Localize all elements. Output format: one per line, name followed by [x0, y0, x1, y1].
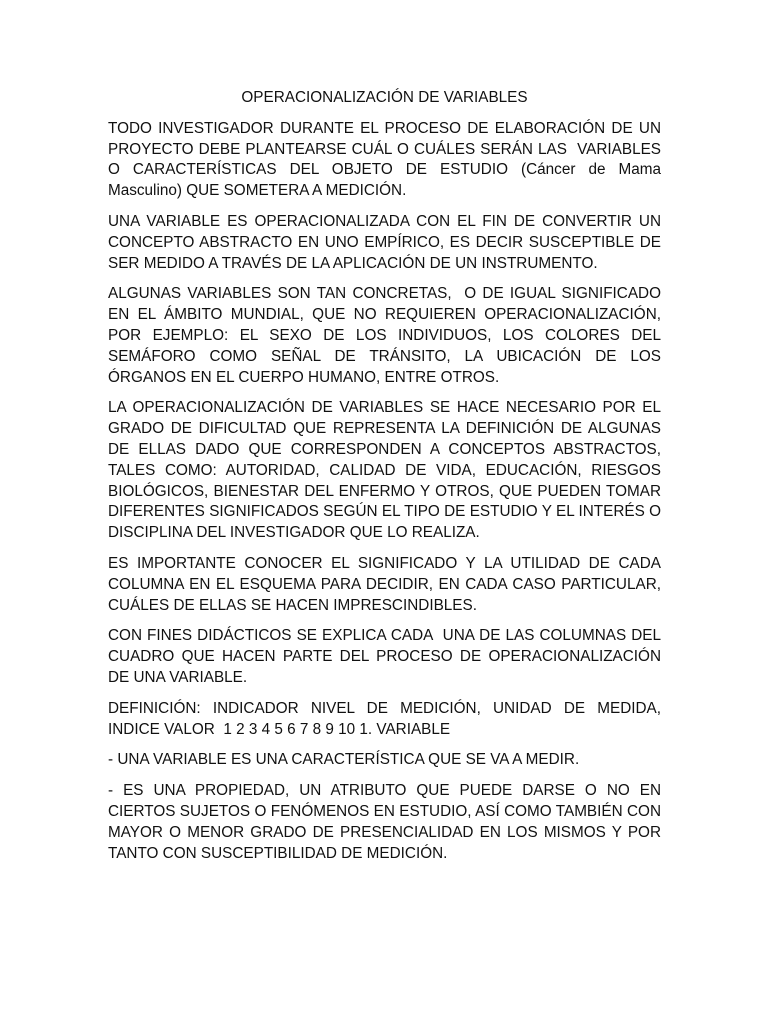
paragraph-didactic: CON FINES DIDÁCTICOS SE EXPLICA CADA UNA DE LAS COLUMNAS DEL CUADRO QUE HACEN PARTE DEL PROCESO DE OPERACIONALIZACIÓN DE UNA VARIABLE.	[108, 627, 666, 686]
paragraph-variable-property: - ES UNA PROPIEDAD, UN ATRIBUTO QUE PUEDE DARSE O NO EN CIERTOS SUJETOS O FENÓMENOS EN ESTUDIO, ASÍ COMO TAMBIÉN CON MAYOR O MENOR GRADO DE PRESENCIALIDAD EN LOS MISMOS Y POR TANTO CON SUSCEPTIBILIDAD DE MEDICIÓN.	[108, 782, 666, 862]
paragraph-operationalized: UNA VARIABLE ES OPERACIONALIZADA CON EL FIN DE CONVERTIR UN CONCEPTO ABSTRACTO EN UNO EMPÍRICO, ES DECIR SUSCEPTIBLE DE SER MEDIDO A TRAVÉS DE LA APLICACIÓN DE UN INSTRUMENTO.	[108, 212, 666, 272]
paragraph-definition: DEFINICIÓN: INDICADOR NIVEL DE MEDICIÓN, UNIDAD DE MEDIDA, INDICE VALOR 1 2 3 4 5 6 7 8 9 10 1. VARIABLE	[108, 699, 666, 738]
paragraph-variable-characteristic: - UNA VARIABLE ES UNA CARACTERÍSTICA QUE SE VA A MEDIR.	[108, 751, 580, 769]
document-body	[108, 88, 666, 874]
paragraph-importance: ES IMPORTANTE CONOCER EL SIGNIFICADO Y LA UTILIDAD DE CADA COLUMNA EN EL ESQUEMA PARA DECIDIR, EN CADA CASO PARTICULAR, CUÁLES DE ELLAS SE HACEN IMPRESCINDIBLES.	[108, 554, 666, 614]
document-title: OPERACIONALIZACIÓN DE VARIABLES	[241, 89, 528, 106]
paragraph-difficulty: LA OPERACIONALIZACIÓN DE VARIABLES SE HACE NECESARIO POR EL GRADO DE DIFICULTAD QUE REPRESENTA LA DEFINICIÓN DE ALGUNAS DE ELLAS DADO QUE CORRESPONDEN A CONCEPTOS ABSTRACTOS, TALES COMO: AUTORIDAD, CALIDAD DE VIDA, EDUCACIÓN, RIESGOS BIOLÓGICOS, BIENESTAR DEL ENFERMO Y OTROS, QUE PUEDEN TOMAR DIFERENTES SIGNIFICADOS SEGÚN EL TIPO DE ESTUDIO Y EL INTERÉS O DISCIPLINA DEL INVESTIGADOR QUE LO REALIZA.	[108, 399, 666, 542]
paragraph-concrete-variables: ALGUNAS VARIABLES SON TAN CONCRETAS, O DE IGUAL SIGNIFICADO EN EL ÁMBITO MUNDIAL, QUE NO REQUIEREN OPERACIONALIZACIÓN, POR EJEMPLO: EL SEXO DE LOS INDIVIDUOS, LOS COLORES DEL SEMÁFORO COMO SEÑAL DE TRÁNSITO, LA UBICACIÓN DE LOS ÓRGANOS EN EL CUERPO HUMANO, ENTRE OTROS.	[108, 285, 666, 386]
paragraph-intro: TODO INVESTIGADOR DURANTE EL PROCESO DE ELABORACIÓN DE UN PROYECTO DEBE PLANTEARSE CUÁL O CUÁLES SERÁN LAS VARIABLES O CARACTERÍSTICAS DEL OBJETO DE ESTUDIO (Cáncer de Mama Masculino) QUE SOMETERA A MEDICIÓN.	[108, 119, 666, 200]
